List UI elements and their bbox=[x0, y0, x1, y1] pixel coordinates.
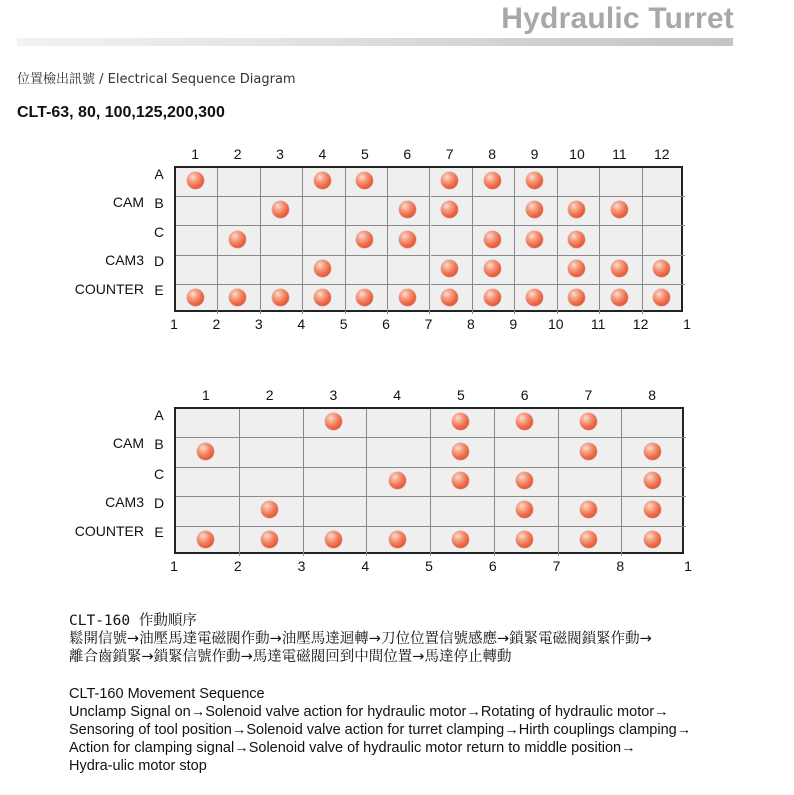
signal-on-dot bbox=[325, 413, 342, 430]
description-cn-title: CLT-160 作動順序 bbox=[69, 613, 197, 629]
grid-cell bbox=[495, 438, 559, 467]
column-label: 7 bbox=[584, 387, 593, 403]
boundary-label: 12 bbox=[632, 316, 649, 332]
model-heading: CLT-63, 80, 100,125,200,300 bbox=[17, 104, 225, 121]
signal-on-dot bbox=[389, 472, 406, 489]
boundary-label: 10 bbox=[547, 316, 564, 332]
grid-cell bbox=[367, 497, 431, 526]
grid-cell bbox=[176, 409, 240, 438]
signal-on-dot bbox=[644, 443, 661, 460]
boundary-label: 1 bbox=[684, 558, 692, 574]
signal-on-dot bbox=[484, 231, 501, 248]
grid-cell bbox=[367, 409, 431, 438]
column-label: 2 bbox=[233, 146, 242, 162]
grid-cell bbox=[176, 197, 218, 226]
grid-cell bbox=[388, 168, 430, 197]
grid-cell bbox=[600, 226, 642, 255]
grid-cell bbox=[558, 168, 600, 197]
column-label: 3 bbox=[329, 387, 338, 403]
boundary-label: 4 bbox=[297, 316, 306, 332]
signal-on-dot bbox=[261, 531, 278, 548]
grid-cell bbox=[176, 226, 218, 255]
boundary-label: 1 bbox=[683, 316, 691, 332]
column-label: 11 bbox=[612, 146, 627, 162]
grid-cell bbox=[559, 468, 623, 497]
column-label: 7 bbox=[445, 146, 454, 162]
boundary-label: 7 bbox=[424, 316, 433, 332]
signal-on-dot bbox=[516, 531, 533, 548]
column-label: 6 bbox=[520, 387, 529, 403]
grid-cell bbox=[176, 497, 240, 526]
grid-cell bbox=[346, 256, 388, 285]
column-label: 2 bbox=[265, 387, 274, 403]
boundary-label: 1 bbox=[170, 316, 178, 332]
description-cn-line: 離合齒鎖緊→鎖緊信號作動→馬達電磁閥回到中間位置→馬達停止轉動 bbox=[69, 649, 512, 665]
signal-on-dot bbox=[197, 443, 214, 460]
boundary-label: 8 bbox=[616, 558, 625, 574]
grid-cell bbox=[240, 409, 304, 438]
grid-cell bbox=[367, 438, 431, 467]
signal-on-dot bbox=[611, 289, 628, 306]
grid-cell bbox=[176, 468, 240, 497]
grid-cell bbox=[303, 197, 345, 226]
column-label: 3 bbox=[276, 146, 284, 162]
boundary-label: 3 bbox=[297, 558, 306, 574]
grid-cell bbox=[240, 438, 304, 467]
column-label: 4 bbox=[318, 146, 327, 162]
signal-on-dot bbox=[580, 413, 597, 430]
boundary-label: 6 bbox=[488, 558, 497, 574]
grid-cell bbox=[240, 468, 304, 497]
grid-cell bbox=[303, 226, 345, 255]
grid-cell bbox=[261, 168, 303, 197]
signal-on-dot bbox=[484, 260, 501, 277]
grid-cell bbox=[346, 197, 388, 226]
grid-cell bbox=[643, 168, 685, 197]
signal-on-dot bbox=[314, 260, 331, 277]
description-en-line: Action for clamping signal→Solenoid valve of hydraulic motor return to middle position→ bbox=[69, 740, 636, 756]
signal-on-dot bbox=[229, 289, 246, 306]
boundary-label: 7 bbox=[552, 558, 561, 574]
grid-cell bbox=[304, 468, 368, 497]
signal-on-dot bbox=[516, 472, 533, 489]
signal-on-dot bbox=[611, 260, 628, 277]
boundary-label: 4 bbox=[361, 558, 370, 574]
signal-on-dot bbox=[484, 289, 501, 306]
boundary-label: 2 bbox=[212, 316, 221, 332]
grid-cell bbox=[643, 197, 685, 226]
grid-cell bbox=[515, 256, 557, 285]
row-group-label: CAM3 bbox=[105, 252, 144, 269]
signal-on-dot bbox=[568, 231, 585, 248]
description-en bbox=[69, 685, 691, 775]
column-label: 5 bbox=[456, 387, 465, 403]
grid-cell bbox=[388, 256, 430, 285]
boundary-label: 1 bbox=[170, 558, 178, 574]
grid-cell bbox=[261, 226, 303, 255]
signal-on-dot bbox=[580, 443, 597, 460]
column-label: 6 bbox=[403, 146, 412, 162]
signal-on-dot bbox=[325, 531, 342, 548]
row-group-label: COUNTER bbox=[74, 523, 144, 540]
column-label: 9 bbox=[530, 146, 539, 162]
page-title: Hydraulic Turret bbox=[501, 2, 734, 35]
signal-on-dot bbox=[644, 531, 661, 548]
row-group-label: CAM bbox=[112, 193, 144, 210]
signal-on-dot bbox=[356, 231, 373, 248]
grid-table bbox=[174, 407, 684, 554]
column-label: 4 bbox=[393, 387, 402, 403]
description-en-line: Hydra-ulic motor stop bbox=[69, 758, 207, 774]
title-divider-bar bbox=[17, 38, 733, 46]
boundary-label: 9 bbox=[509, 316, 518, 332]
signal-on-dot bbox=[187, 289, 204, 306]
description-cn-line: 鬆開信號→油壓馬達電磁閥作動→油壓馬達迴轉→刀位位置信號感應→鎖緊電磁閥鎖緊作動→ bbox=[69, 631, 652, 647]
signal-on-dot bbox=[272, 201, 289, 218]
grid-cell bbox=[431, 226, 473, 255]
column-label: 1 bbox=[201, 387, 210, 403]
description-cn bbox=[69, 612, 652, 666]
grid-cell bbox=[176, 256, 218, 285]
grid-cell bbox=[600, 168, 642, 197]
grid-cell bbox=[622, 409, 686, 438]
row-letter-a: A bbox=[154, 406, 164, 423]
column-label: 1 bbox=[191, 146, 200, 162]
boundary-label: 11 bbox=[590, 316, 606, 332]
grid-cell bbox=[218, 197, 260, 226]
column-label: 5 bbox=[360, 146, 369, 162]
grid-cell bbox=[643, 226, 685, 255]
column-label: 8 bbox=[488, 146, 497, 162]
row-letter-d: D bbox=[153, 494, 165, 511]
description-en-line: Unclamp Signal on→Solenoid valve action for hydraulic motor→Rotating of hydraulic motor→ bbox=[69, 704, 669, 720]
grid-cell bbox=[218, 256, 260, 285]
row-group-label: CAM3 bbox=[105, 493, 144, 510]
row-letter-c: C bbox=[153, 465, 165, 482]
boundary-label: 8 bbox=[467, 316, 475, 332]
signal-on-dot bbox=[229, 231, 246, 248]
boundary-label: 2 bbox=[233, 558, 242, 574]
boundary-label: 5 bbox=[339, 316, 348, 332]
grid-cell bbox=[304, 497, 368, 526]
signal-on-dot bbox=[314, 172, 331, 189]
grid-cell bbox=[218, 168, 260, 197]
signal-on-dot bbox=[399, 201, 416, 218]
signal-on-dot bbox=[399, 289, 416, 306]
signal-on-dot bbox=[187, 172, 204, 189]
row-letter-a: A bbox=[154, 165, 164, 182]
signal-on-dot bbox=[441, 289, 458, 306]
boundary-label: 5 bbox=[425, 558, 433, 574]
row-letter-c: C bbox=[153, 224, 165, 240]
signal-on-dot bbox=[484, 172, 501, 189]
grid-cell bbox=[431, 497, 495, 526]
boundary-label: 3 bbox=[254, 316, 263, 332]
signal-on-dot bbox=[644, 501, 661, 518]
description-en-line: Sensoring of tool position→Solenoid valve action for turret clamping→Hirth couplings clamping→ bbox=[69, 722, 692, 738]
signal-on-dot bbox=[272, 289, 289, 306]
section-subtitle: 位置檢出訊號 / Electrical Sequence Diagram bbox=[17, 72, 296, 87]
row-letter-d: D bbox=[153, 253, 165, 270]
signal-on-dot bbox=[526, 172, 543, 189]
signal-on-dot bbox=[580, 531, 597, 548]
boundary-label: 6 bbox=[382, 316, 390, 332]
row-letter-e: E bbox=[154, 524, 164, 541]
signal-on-dot bbox=[389, 531, 406, 548]
row-group-label: COUNTER bbox=[74, 281, 144, 298]
row-letter-b: B bbox=[154, 194, 164, 211]
signal-on-dot bbox=[399, 231, 416, 248]
signal-on-dot bbox=[653, 260, 670, 277]
grid-table bbox=[174, 166, 683, 312]
column-label: 8 bbox=[648, 387, 657, 403]
signal-on-dot bbox=[644, 472, 661, 489]
row-letter-e: E bbox=[154, 282, 164, 299]
row-group-label: CAM bbox=[112, 435, 144, 452]
signal-on-dot bbox=[314, 289, 331, 306]
grid-cell bbox=[473, 197, 515, 226]
grid-cell bbox=[261, 256, 303, 285]
description-en-title: CLT-160 Movement Sequence bbox=[69, 686, 265, 702]
signal-on-dot bbox=[526, 231, 543, 248]
signal-on-dot bbox=[441, 260, 458, 277]
row-letter-b: B bbox=[154, 436, 164, 453]
signal-on-dot bbox=[452, 443, 469, 460]
grid-cell bbox=[304, 438, 368, 467]
column-label: 10 bbox=[569, 146, 585, 162]
column-label: 12 bbox=[653, 146, 670, 162]
signal-on-dot bbox=[526, 289, 543, 306]
